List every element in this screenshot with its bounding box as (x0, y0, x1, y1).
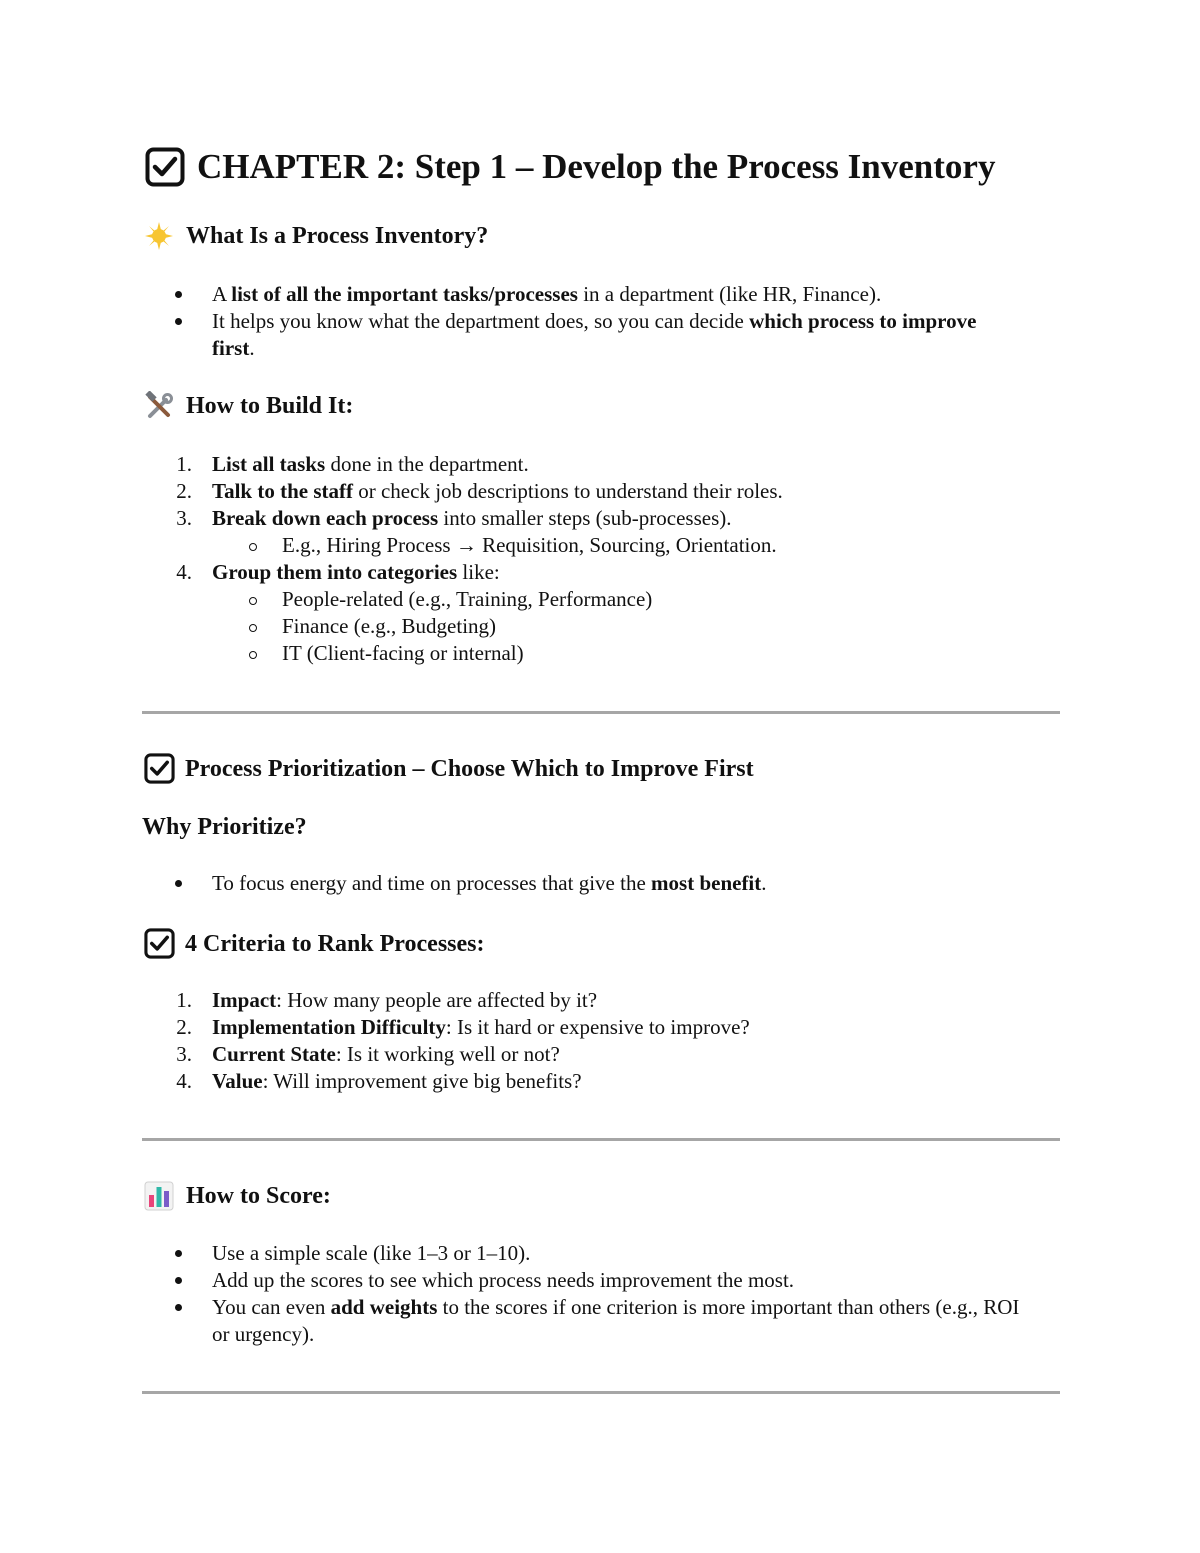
bullet-icon (175, 880, 182, 887)
why-prioritize-heading: Why Prioritize? (142, 814, 307, 840)
bullet-icon (175, 1304, 182, 1311)
sub-list-item: People-related (e.g., Training, Performance) (142, 586, 1060, 613)
list-item: 3. Current State: Is it working well or not? (176, 1042, 560, 1066)
circle-bullet-icon (249, 651, 257, 659)
circle-bullet-icon (249, 597, 257, 605)
bullet-icon (175, 291, 182, 298)
section-build-heading-row (144, 391, 353, 421)
chapter-title-row (145, 147, 995, 187)
section-criteria-heading: 4 Criteria to Rank Processes: (185, 930, 485, 957)
why-bullet-list (142, 870, 1060, 897)
sub-list-item: Finance (e.g., Budgeting) (142, 613, 1060, 640)
bullet-icon (175, 1250, 182, 1257)
list-item: You can even add weights to the scores if one criterion is more important than others (e.g., ROI or urgency). (142, 1294, 1042, 1348)
list-item: 2. Implementation Difficulty: Is it hard or expensive to improve? (176, 1015, 750, 1039)
list-item: Use a simple scale (like 1–3 or 1–10). (142, 1240, 1060, 1267)
sub-list-item: E.g., Hiring Process → Requisition, Sourcing, Orientation. (142, 532, 1060, 559)
build-steps-list (142, 451, 1060, 667)
section-prior-heading-row (144, 753, 754, 784)
criteria-list (142, 987, 1060, 1095)
list-item: A list of all the important tasks/processes in a department (like HR, Finance). (142, 281, 1060, 308)
section-divider (142, 1138, 1060, 1141)
bullet-icon (175, 318, 182, 325)
bullet-icon (175, 1277, 182, 1284)
check-box-icon (144, 753, 175, 784)
bar-chart-icon (144, 1181, 174, 1211)
list-item: 2. Talk to the staff or check job descriptions to understand their roles. (176, 479, 783, 503)
section-build-heading: How to Build It: (186, 393, 354, 419)
chapter-title: CHAPTER 2: Step 1 – Develop the Process Inventory (197, 147, 996, 186)
section-divider (142, 711, 1060, 714)
sparkle-icon (144, 221, 174, 251)
sub-list-item: IT (Client-facing or internal) (142, 640, 1060, 667)
list-item: 1. Impact: How many people are affected by it? (176, 988, 598, 1012)
section-divider (142, 1391, 1060, 1394)
section-score-heading-row (144, 1181, 331, 1211)
check-box-icon (145, 147, 185, 187)
list-item: Add up the scores to see which process needs improvement the most. (142, 1267, 1060, 1294)
hammer-and-wrench-icon (144, 391, 174, 421)
section-what-heading-row (144, 221, 488, 251)
list-item: It helps you know what the department does, so you can decide which process to improve first. (142, 308, 992, 362)
circle-bullet-icon (249, 543, 257, 551)
section-score-heading: How to Score: (186, 1183, 331, 1209)
section-what-heading: What Is a Process Inventory? (186, 223, 489, 249)
list-item: 1. List all tasks done in the department. (176, 452, 529, 476)
section-criteria-heading-row (144, 928, 484, 959)
section-prior-heading: Process Prioritization – Choose Which to Improve First (185, 755, 754, 782)
list-item: To focus energy and time on processes that give the most benefit. (142, 870, 1060, 897)
list-item: 3. Break down each process into smaller steps (sub-processes). (176, 506, 732, 530)
list-item: 4. Group them into categories like: (176, 560, 500, 584)
check-box-icon (144, 928, 175, 959)
circle-bullet-icon (249, 624, 257, 632)
score-bullet-list (142, 1240, 1060, 1348)
list-item: 4. Value: Will improvement give big benefits? (176, 1069, 582, 1093)
what-bullet-list (142, 281, 1060, 362)
